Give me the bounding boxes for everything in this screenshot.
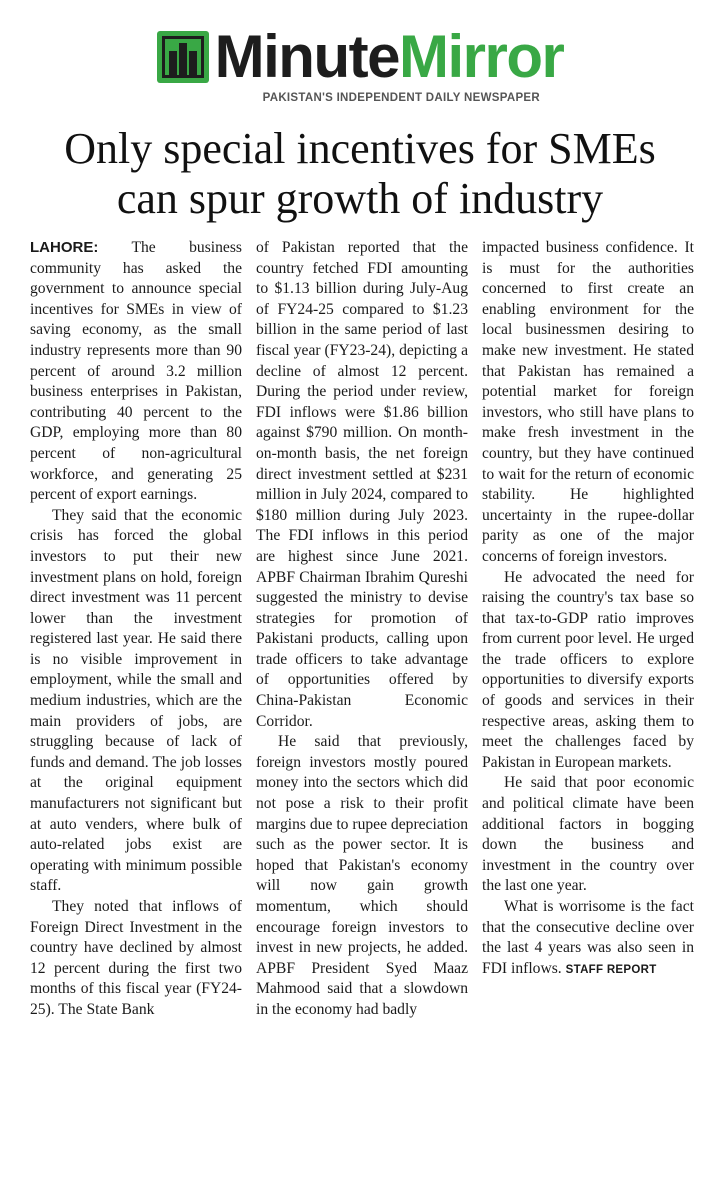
- paragraph: of Pakistan reported that the country fetched FDI amounting to $1.13 billion during July-Aug of FY24-25 compared to $1.23 billion in the same period of last fiscal year (FY23-24), depicting a decline of almost 12 percent. During the period under review, FDI inflows were $1.86 billion against $790 million. On month-on-month basis, the net foreign direct investment settled at $231 million in July 2024, compared to $180 million during July 2023. The FDI inflows in this period are highest since June 2021. APBF Chairman Ibrahim Qureshi suggested the ministry to devise strategies for promotion of Pakistani products, calling upon trade officers to take advantage of opportunities offered by China-Pakistan Economic Corridor.: [256, 239, 468, 730]
- masthead: [0, 24, 720, 114]
- article-body: [30, 238, 694, 1183]
- logo-row: [0, 24, 720, 90]
- paragraph: [30, 238, 242, 506]
- tagline: PAKISTAN'S INDEPENDENT DAILY NEWSPAPER: [262, 92, 540, 104]
- headline-line-1: Only special incentives for SMEs: [64, 124, 656, 173]
- brand-name: [214, 23, 564, 90]
- column-1: [30, 238, 242, 1183]
- paragraph-text: What is worrisome is the fact that the consecutive decline over the last 4 years was also seen in FDI inflows.: [482, 898, 694, 977]
- paragraph: They said that the economic crisis has forced the global investors to put their new investment plans on hold, foreign direct investment was 11 percent lower than the investment registered last year. He said there is no visible improvement in employment, while the small and medium industries, which are the main providers of jobs, are struggling because of lack of funds and demand. The job losses at the original equipment manufacturers not significant but at auto venders, where bulk of auto-related jobs exist are operating with minimum possible staff.: [30, 506, 242, 895]
- column-2: [256, 238, 468, 1183]
- dateline: LAHORE:: [30, 239, 99, 256]
- headline-line-2: can spur growth of industry: [116, 174, 604, 223]
- brand-second: Mirror: [398, 23, 564, 90]
- column-3: [482, 238, 694, 1183]
- paragraph: impacted business confidence. It is must for the authorities concerned to first create an enabling environment for the local businessmen desiring to make new investment. He stated that Pakistan has remained a potential market for foreign investors, who still have plans to make fresh investment in the country, but they have continued to wait for the return of economic stability. He highlighted uncertainty in the rupee-dollar parity as one of the major concerns of foreign investors.: [482, 239, 694, 565]
- paragraph: [482, 897, 694, 980]
- paragraph-text: The business community has asked the government to announce special incentives for SMEs in view of saving economy, as the small industry represents more than 90 percent of around 3.2 million business enterprises in Pakistan, contributing 40 percent to the GDP, employing more than 80 percent of non-agricultural workforce, and generating 25 percent of export earnings.: [30, 239, 242, 504]
- headline: [20, 124, 700, 224]
- brand-first: Minute: [214, 23, 399, 90]
- paragraph: They noted that inflows of Foreign Direct Investment in the country have declined by almost 12 percent during the first two months of this fiscal year (FY24-25). The State Bank: [30, 898, 242, 1018]
- paragraph: He said that poor economic and political climate have been additional factors in bogging down the business and investment in the country over the last one year.: [482, 774, 694, 895]
- mm-logo-icon: [157, 31, 209, 83]
- paragraph: He said that previously, foreign investors mostly poured money into the sectors which did not pose a risk to their profit margins due to rupee depreciation such as the power sector. It is hoped that Pakistan's economy will now gain growth momentum, which should encourage foreign investors to invest in new projects, he added. APBF President Syed Maaz Mahmood said that a slowdown in the economy had badly: [256, 733, 468, 1018]
- byline: STAFF REPORT: [565, 963, 657, 976]
- paragraph: He advocated the need for raising the country's tax base so that tax-to-GDP ratio improves from current poor level. He urged the trade officers to explore opportunities to diversify exports of goods and services in their respective areas, asking them to meet the challenges faced by Pakistan in European markets.: [482, 568, 694, 771]
